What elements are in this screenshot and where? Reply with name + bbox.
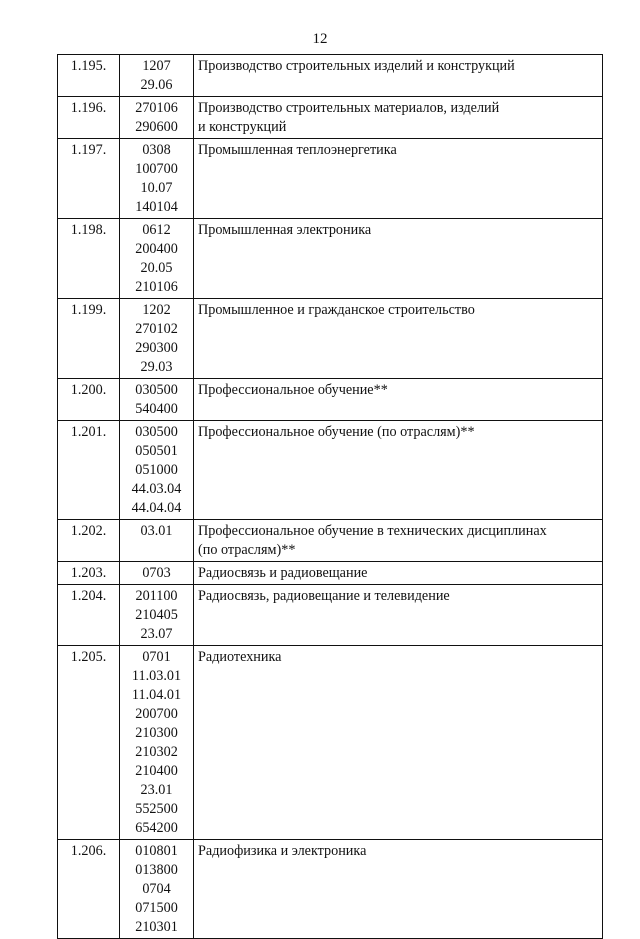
specialty-code: 013800: [135, 862, 178, 878]
specialty-code: 210300: [135, 725, 178, 741]
specialty-code: 071500: [135, 900, 178, 916]
specialty-code: 20.05: [140, 260, 173, 276]
specialty-code: 552500: [135, 801, 178, 817]
specialty-code: 270102: [135, 321, 178, 337]
specialty-codes: [120, 585, 194, 646]
row-number: 1.200.: [58, 379, 120, 421]
specialty-code: 030500: [135, 424, 178, 440]
table-row: [58, 421, 603, 520]
specialty-name: [194, 585, 603, 646]
specialty-code: 050501: [135, 443, 178, 459]
specialty-code: 200400: [135, 241, 178, 257]
specialty-codes: [120, 520, 194, 562]
specialty-name-line: Радиосвязь, радиовещание и телевидение: [198, 588, 450, 604]
specialty-name: [194, 421, 603, 520]
specialty-code: 030500: [135, 382, 178, 398]
specialty-name: [194, 97, 603, 139]
specialty-codes: [120, 139, 194, 219]
specialty-code: 11.04.01: [131, 687, 182, 703]
page-number: 12: [312, 31, 328, 47]
specialty-code: 0612: [142, 222, 171, 238]
table-row: [58, 299, 603, 379]
specialty-code: 290300: [135, 340, 178, 356]
specialty-code: 1202: [142, 302, 171, 318]
specialty-name: [194, 520, 603, 562]
specialty-name-line: Промышленное и гражданское строительство: [198, 302, 475, 318]
specialty-codes: [120, 97, 194, 139]
table-row: [58, 646, 603, 840]
specialty-name-line: Производство строительных материалов, изделий: [198, 100, 500, 116]
specialty-code: 10.07: [140, 180, 173, 196]
specialty-code: 270106: [135, 100, 178, 116]
specialty-name: [194, 219, 603, 299]
specialty-code: 140104: [135, 199, 178, 215]
specialty-codes: [120, 55, 194, 97]
row-number: 1.196.: [58, 97, 120, 139]
specialty-code: 654200: [135, 820, 178, 836]
specialty-name-line: Радиосвязь и радиовещание: [198, 565, 368, 581]
specialty-codes: [120, 840, 194, 939]
specialty-name: [194, 139, 603, 219]
specialty-codes: [120, 562, 194, 585]
specialty-code: 0703: [142, 565, 171, 581]
specialty-code: 010801: [135, 843, 178, 859]
specialty-code: 0704: [142, 881, 171, 897]
specialty-name: [194, 379, 603, 421]
table-row: [58, 97, 603, 139]
specialty-table: [57, 54, 603, 939]
table-row: [58, 55, 603, 97]
specialty-code: 210106: [135, 279, 178, 295]
row-number: 1.206.: [58, 840, 120, 939]
table-row: [58, 379, 603, 421]
specialty-code: 210301: [135, 919, 178, 935]
specialty-code: 1207: [142, 58, 171, 74]
row-number: 1.202.: [58, 520, 120, 562]
row-number: 1.204.: [58, 585, 120, 646]
specialty-code: 0308: [142, 142, 171, 158]
specialty-name-line: Производство строительных изделий и конструкций: [198, 58, 515, 74]
specialty-code: 540400: [135, 401, 178, 417]
specialty-code: 200700: [135, 706, 178, 722]
specialty-code: 11.03.01: [131, 668, 182, 684]
row-number: 1.198.: [58, 219, 120, 299]
specialty-name-line: Профессиональное обучение**: [198, 382, 388, 398]
specialty-code: 44.04.04: [131, 500, 182, 516]
row-number: 1.197.: [58, 139, 120, 219]
specialty-code: 29.06: [140, 77, 173, 93]
row-number: 1.195.: [58, 55, 120, 97]
specialty-code: 29.03: [140, 359, 173, 375]
specialty-name: [194, 299, 603, 379]
table-row: [58, 520, 603, 562]
specialty-code: 23.01: [140, 782, 173, 798]
specialty-name-line: и конструкций: [198, 119, 287, 135]
specialty-code: 210400: [135, 763, 178, 779]
specialty-name: [194, 55, 603, 97]
specialty-code: 051000: [135, 462, 178, 478]
specialty-name: [194, 646, 603, 840]
row-number: 1.205.: [58, 646, 120, 840]
specialty-table-body: [58, 55, 603, 939]
specialty-code: 23.07: [140, 626, 173, 642]
specialty-codes: [120, 646, 194, 840]
specialty-name-line: Профессиональное обучение в технических дисциплинах: [198, 523, 547, 539]
specialty-name-line: (по отраслям)**: [198, 542, 296, 558]
specialty-name: [194, 840, 603, 939]
specialty-name-line: Промышленная электроника: [198, 222, 372, 238]
specialty-name-line: Радиотехника: [198, 649, 282, 665]
specialty-code: 44.03.04: [131, 481, 182, 497]
specialty-codes: [120, 421, 194, 520]
specialty-code: 210302: [135, 744, 178, 760]
table-row: [58, 219, 603, 299]
row-number: 1.199.: [58, 299, 120, 379]
specialty-code: 0701: [142, 649, 171, 665]
specialty-name: [194, 562, 603, 585]
row-number: 1.201.: [58, 421, 120, 520]
specialty-code: 100700: [135, 161, 178, 177]
specialty-name-line: Профессиональное обучение (по отраслям)**: [198, 424, 475, 440]
specialty-codes: [120, 219, 194, 299]
specialty-name-line: Промышленная теплоэнергетика: [198, 142, 397, 158]
table-row: [58, 562, 603, 585]
row-number: 1.203.: [58, 562, 120, 585]
table-row: [58, 139, 603, 219]
specialty-codes: [120, 379, 194, 421]
specialty-code: 201100: [135, 588, 178, 604]
specialty-codes: [120, 299, 194, 379]
specialty-code: 210405: [135, 607, 178, 623]
table-row: [58, 840, 603, 939]
table-row: [58, 585, 603, 646]
specialty-code: 03.01: [140, 523, 173, 539]
specialty-name-line: Радиофизика и электроника: [198, 843, 367, 859]
specialty-code: 290600: [135, 119, 178, 135]
